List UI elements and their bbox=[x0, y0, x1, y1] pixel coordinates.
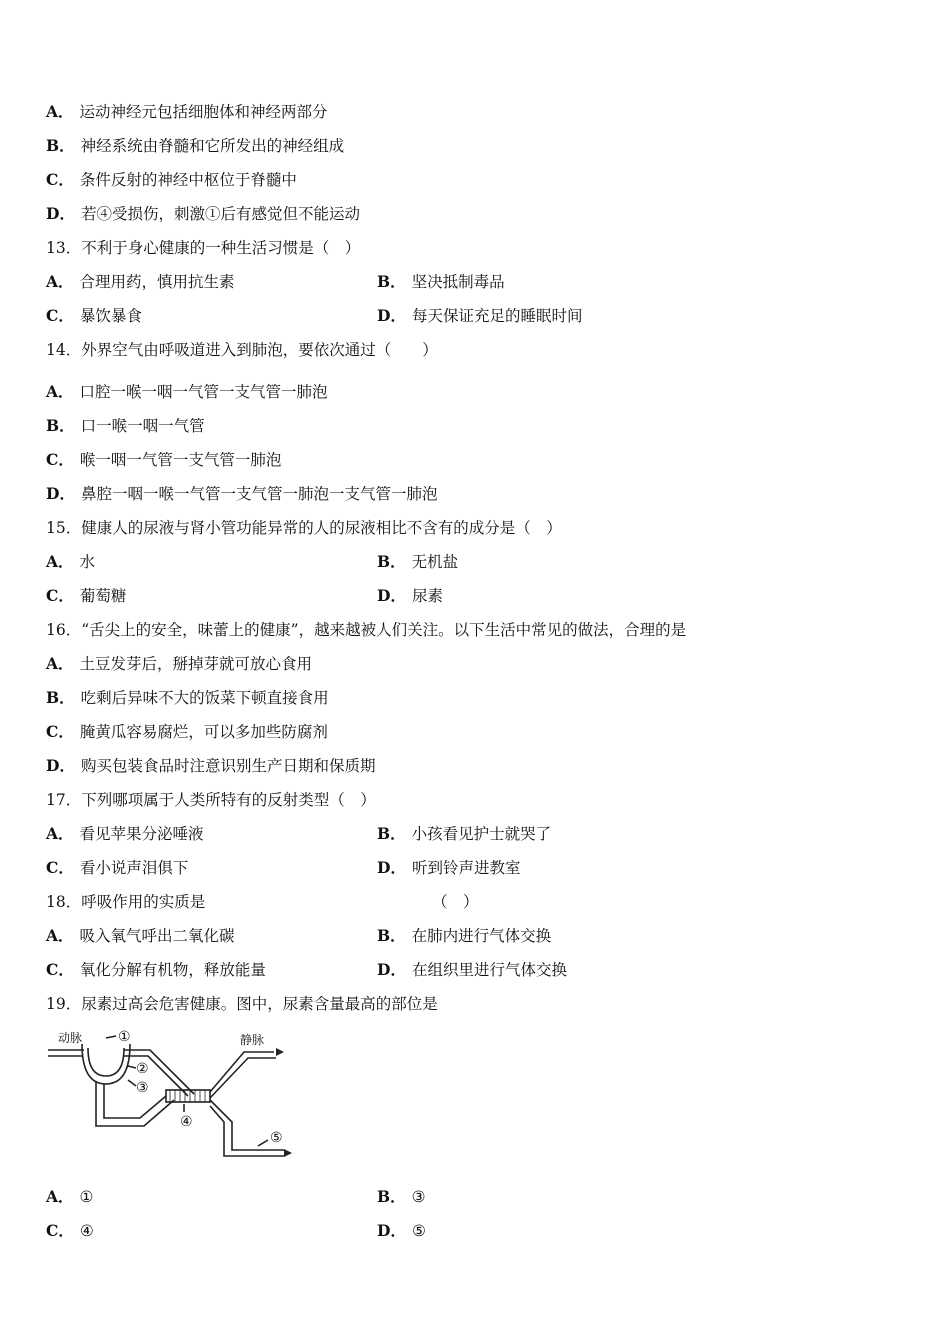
q17-option-a: A． 看见苹果分泌唾液 bbox=[46, 824, 204, 843]
q13-option-c: C． 暴饮暴食 bbox=[46, 306, 142, 325]
nephron-diagram bbox=[44, 1026, 300, 1162]
q15-option-b: B． 无机盐 bbox=[377, 552, 459, 571]
q13-option-b: B． 坚决抵制毒品 bbox=[377, 272, 505, 291]
q17-option-c: C． 看小说声泪俱下 bbox=[46, 858, 189, 877]
q15-option-d: D． 尿素 bbox=[377, 586, 443, 605]
q18-stem: 18．呼吸作用的实质是 bbox=[46, 893, 206, 911]
q15-option-c: C． 葡萄糖 bbox=[46, 586, 127, 605]
q18-option-b: B． 在肺内进行气体交换 bbox=[377, 926, 552, 945]
renal-tubule bbox=[96, 1082, 174, 1126]
renal-capsule bbox=[82, 1044, 130, 1084]
q12-option-a: A． 运动神经元包括细胞体和神经两部分 bbox=[46, 102, 328, 121]
marker-4: ④ bbox=[180, 1114, 193, 1130]
q14-option-d: D． 鼻腔一咽一喉一气管一支气管一肺泡一支气管一肺泡 bbox=[46, 484, 438, 503]
q12-option-d: D． 若④受损伤，刺激①后有感觉但不能运动 bbox=[46, 204, 360, 223]
q16-option-b: B． 吃剩后异味不大的饭菜下顿直接食用 bbox=[46, 688, 329, 707]
marker-2: ② bbox=[136, 1061, 149, 1077]
marker-5: ⑤ bbox=[270, 1130, 283, 1146]
q19-stem: 19．尿素过高会危害健康。图中，尿素含量最高的部位是 bbox=[46, 995, 438, 1013]
q15-option-a: A． 水 bbox=[46, 552, 96, 571]
q14-option-c: C． 喉一咽一气管一支气管一肺泡 bbox=[46, 450, 282, 469]
q17-option-d: D． 听到铃声进教室 bbox=[377, 858, 521, 877]
q18-answer-paren: （ ） bbox=[432, 893, 479, 911]
q19-option-a: A． ① bbox=[46, 1187, 94, 1206]
q12-option-b: B． 神经系统由脊髓和它所发出的神经组成 bbox=[46, 136, 345, 155]
marker-3: ③ bbox=[136, 1080, 149, 1096]
q16-option-a: A． 土豆发芽后，掰掉芽就可放心食用 bbox=[46, 654, 313, 673]
q14-option-b: B． 口一喉一咽一气管 bbox=[46, 416, 205, 435]
q18-option-a: A． 吸入氧气呼出二氧化碳 bbox=[46, 926, 235, 945]
q19-option-b: B． ③ bbox=[377, 1187, 426, 1206]
urine-arrow-icon bbox=[284, 1149, 292, 1157]
q14-option-a: A． 口腔一喉一咽一气管一支气管一肺泡 bbox=[46, 382, 328, 401]
q19-option-d: D． ⑤ bbox=[377, 1221, 426, 1240]
q13-option-a: A． 合理用药，慎用抗生素 bbox=[46, 272, 235, 291]
q19-option-c: C． ④ bbox=[46, 1221, 94, 1240]
q16-option-c: C． 腌黄瓜容易腐烂，可以多加些防腐剂 bbox=[46, 722, 328, 741]
q18-option-d: D． 在组织里进行气体交换 bbox=[377, 960, 567, 979]
vein-label: 静脉 bbox=[240, 1033, 265, 1047]
marker-1: ① bbox=[118, 1029, 131, 1045]
q12-option-c: C． 条件反射的神经中枢位于脊髓中 bbox=[46, 170, 297, 189]
q18-option-c: C． 氧化分解有机物，释放能量 bbox=[46, 960, 266, 979]
q16-stem: 16．“舌尖上的安全，味蕾上的健康”，越来越被人们关注。以下生活中常见的做法，合理的是 bbox=[46, 621, 687, 639]
q17-option-b: B． 小孩看见护士就哭了 bbox=[377, 824, 552, 843]
q13-stem: 13．不利于身心健康的一种生活习惯是（ ） bbox=[46, 239, 361, 257]
q13-option-d: D． 每天保证充足的睡眠时间 bbox=[377, 306, 583, 325]
q15-stem: 15．健康人的尿液与肾小管功能异常的人的尿液相比不含有的成分是（ ） bbox=[46, 519, 562, 537]
vein-arrow-icon bbox=[276, 1048, 284, 1056]
q16-option-d: D． 购买包装食品时注意识别生产日期和保质期 bbox=[46, 756, 376, 775]
artery-label: 动脉 bbox=[58, 1031, 83, 1045]
q14-stem: 14．外界空气由呼吸道进入到肺泡，要依次通过（ ） bbox=[46, 341, 438, 359]
q17-stem: 17．下列哪项属于人类所特有的反射类型（ ） bbox=[46, 791, 376, 809]
